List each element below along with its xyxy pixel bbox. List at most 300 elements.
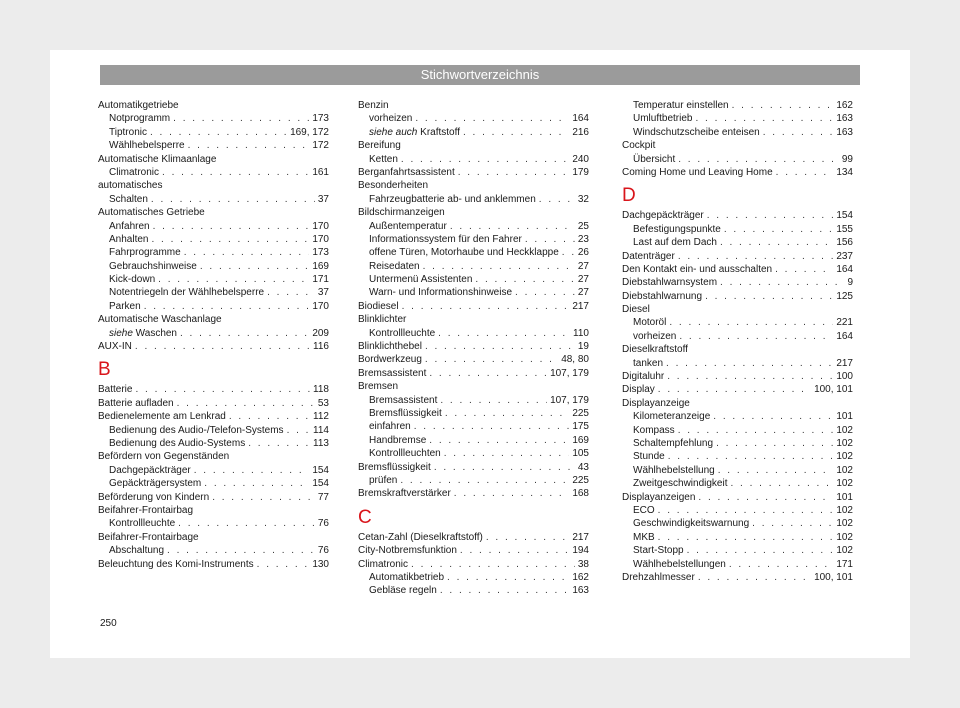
entry-term: [369, 327, 435, 340]
index-entry: [358, 434, 589, 447]
entry-term: [358, 487, 451, 500]
entry-text: Bremsen: [358, 381, 399, 393]
index-entry: [98, 558, 329, 571]
leader-dots: [425, 340, 575, 353]
entry-page-ref: 170: [312, 220, 329, 232]
entry-page-ref: 19: [577, 341, 589, 353]
entry-page-ref: 102: [836, 424, 853, 436]
entry-text: Umluftbetrieb: [633, 113, 693, 125]
index-entry: [358, 327, 589, 340]
entry-page-ref: 164: [836, 263, 853, 275]
index-heading: [622, 397, 853, 410]
entry-term: [622, 370, 664, 383]
index-entry: [98, 260, 329, 273]
entry-term: [98, 99, 179, 112]
leader-dots: [695, 112, 833, 125]
entry-term: [633, 316, 666, 329]
entry-page-ref: 169: [312, 260, 329, 272]
leader-dots: [678, 250, 834, 263]
index-heading: [98, 313, 329, 326]
index-entry: [98, 477, 329, 490]
index-heading: [358, 99, 589, 112]
entry-text: Ketten: [369, 153, 398, 165]
leader-dots: [658, 504, 834, 517]
index-entry: [98, 517, 329, 530]
entry-text: AUX-IN: [98, 341, 132, 353]
section-letter: C: [358, 506, 372, 528]
entry-term: [633, 424, 675, 437]
entry-page-ref: 9: [847, 277, 853, 289]
entry-page-ref: 76: [317, 545, 329, 557]
index-entry: [622, 112, 853, 125]
entry-text: Bremsflüssigkeit: [369, 407, 442, 419]
entry-page-ref: 99: [841, 153, 853, 165]
entry-text: Cetan-Zahl (Dieselkraftstoff): [358, 531, 483, 543]
entry-term: [109, 139, 185, 152]
leader-dots: [229, 410, 310, 423]
entry-text: Schaltempfehlung: [633, 437, 714, 449]
index-entry: [358, 273, 589, 286]
leader-dots: [678, 153, 839, 166]
entry-text: Notentriegeln der Wählhebelsperre: [109, 287, 265, 299]
leader-dots: [729, 558, 833, 571]
entry-page-ref: 217: [836, 357, 853, 369]
entry-text: City-Notbremsfunktion: [358, 545, 457, 557]
entry-text: Reisedaten: [369, 260, 420, 272]
entry-term: [109, 517, 175, 530]
leader-dots: [248, 437, 310, 450]
leader-dots: [440, 394, 547, 407]
entry-page-ref: 240: [572, 153, 589, 165]
index-entry: [622, 450, 853, 463]
entry-term: [622, 263, 772, 276]
entry-text: Bremsassistent: [358, 367, 427, 379]
leader-dots: [438, 327, 570, 340]
leader-dots: [440, 584, 569, 597]
entry-term: [109, 286, 264, 299]
entry-page-ref: 102: [836, 545, 853, 557]
index-entry: [98, 273, 329, 286]
entry-text: Warn- und Informationshinweise: [369, 287, 513, 299]
entry-term: [98, 179, 162, 192]
index-entry: [358, 584, 589, 597]
entry-page-ref: 102: [836, 504, 853, 516]
entry-term: [98, 340, 132, 353]
entry-page-ref: 173: [312, 247, 329, 259]
entry-text: Gepäckträgersystem: [109, 478, 202, 490]
index-entry: [358, 126, 589, 139]
index-entry: [622, 209, 853, 222]
leader-dots: [444, 447, 570, 460]
index-heading: [358, 313, 589, 326]
entry-page-ref: 102: [836, 531, 853, 543]
entry-term: [98, 206, 205, 219]
index-entry: [622, 531, 853, 544]
entry-text: Wählhebelstellungen: [633, 558, 726, 570]
entry-text: Automatikgetriebe: [98, 100, 179, 111]
index-entry: [622, 330, 853, 343]
entry-text: Coming Home und Leaving Home: [622, 166, 773, 178]
entry-term: [109, 327, 177, 340]
index-entry: [622, 250, 853, 263]
leader-dots: [450, 220, 575, 233]
entry-text: Beförderung von Kindern: [98, 491, 210, 503]
entry-term: [109, 246, 181, 259]
entry-term: [633, 223, 721, 236]
entry-text: Batterie: [98, 384, 133, 396]
index-entry: [358, 367, 589, 380]
entry-text: prüfen: [369, 474, 398, 486]
entry-page-ref: 100, 101: [814, 571, 853, 583]
index-entry: [622, 357, 853, 370]
leader-dots: [720, 236, 833, 249]
entry-text: Kilometeranzeige: [633, 411, 711, 423]
entry-text: tanken: [633, 357, 664, 369]
entry-term: [369, 447, 441, 460]
leader-dots: [445, 407, 570, 420]
page-number: 250: [100, 618, 117, 629]
index-entry: [622, 464, 853, 477]
entry-text: Digitaluhr: [622, 371, 665, 383]
entry-term: [622, 250, 675, 263]
entry-page-ref: 162: [836, 100, 853, 111]
entry-page-ref: 118: [313, 384, 329, 396]
entry-page-ref: 27: [577, 260, 589, 272]
entry-text: Kompass: [633, 424, 675, 436]
entry-term: [109, 544, 164, 557]
leader-dots: [669, 316, 833, 329]
entry-term: [369, 273, 472, 286]
entry-page-ref: 102: [836, 478, 853, 490]
leader-dots: [411, 558, 575, 571]
entry-term: [98, 313, 222, 326]
index-entry: [622, 290, 853, 303]
entry-text: Biodiesel: [358, 300, 399, 312]
index-entry: [98, 220, 329, 233]
entry-text: Kontrollleuchte: [109, 518, 176, 530]
entry-text: Bildschirmanzeigen: [358, 207, 445, 219]
index-entry: [622, 477, 853, 490]
entry-text: Diebstahlwarnsystem: [622, 277, 718, 289]
entry-page-ref: 100: [836, 371, 853, 383]
index-entry: [98, 491, 329, 504]
index-entry: [622, 223, 853, 236]
leader-dots: [401, 153, 569, 166]
entry-term: [358, 139, 401, 152]
leader-dots: [287, 424, 310, 437]
entry-page-ref: 163: [836, 126, 853, 138]
entry-term: [633, 477, 728, 490]
entry-text: Diebstahlwarnung: [622, 290, 703, 302]
leader-dots: [475, 273, 574, 286]
leader-dots: [402, 300, 570, 313]
entry-text: Bremskraftverstärker: [358, 488, 451, 500]
entry-text: Untermenü Assistenten: [369, 274, 473, 286]
entry-text: Windschutzscheibe enteisen: [633, 126, 760, 138]
entry-page-ref: 225: [572, 474, 589, 486]
entry-term: [358, 544, 457, 557]
leader-dots: [713, 410, 833, 423]
entry-term: [98, 558, 254, 571]
entry-term: [369, 233, 522, 246]
entry-term: [109, 193, 148, 206]
entry-text: Anhalten: [109, 233, 149, 245]
leader-dots: [666, 357, 833, 370]
entry-page-ref: 170: [312, 233, 329, 245]
entry-term: [98, 410, 226, 423]
entry-page-ref: 32: [577, 193, 589, 205]
entry-term: [622, 209, 704, 222]
entry-text: Datenträger: [622, 250, 675, 262]
entry-term: [109, 126, 147, 139]
entry-page-ref: 155: [836, 223, 853, 235]
entry-term: [622, 276, 717, 289]
leader-dots: [658, 531, 834, 544]
index-entry: [622, 504, 853, 517]
entry-text: Gebrauchshinweise: [109, 260, 197, 272]
entry-term: [633, 544, 684, 557]
leader-dots: [144, 300, 310, 313]
entry-term: [622, 139, 655, 152]
see-reference: siehe: [109, 327, 133, 339]
leader-dots: [178, 517, 315, 530]
entry-page-ref: 154: [312, 464, 329, 476]
entry-page-ref: 116: [313, 341, 329, 353]
entry-term: [358, 558, 408, 571]
entry-page-ref: 130: [312, 558, 329, 570]
leader-dots: [429, 434, 569, 447]
entry-term: [358, 313, 406, 326]
entry-page-ref: 162: [572, 571, 589, 583]
entry-text: Dachgepäckträger: [109, 464, 191, 476]
entry-page-ref: 102: [836, 464, 853, 476]
entry-text: Gebläse regeln: [369, 585, 437, 597]
entry-text: Benzin: [358, 100, 389, 111]
entry-text: Climatronic: [358, 558, 409, 570]
entry-text: Zweitgeschwindigkeit: [633, 478, 728, 490]
index-entry: [358, 447, 589, 460]
leader-dots: [194, 464, 310, 477]
index-entry: [358, 420, 589, 433]
index-entry: [358, 571, 589, 584]
entry-page-ref: 154: [836, 210, 853, 222]
entry-text: Kraftstoff: [417, 126, 460, 138]
entry-text: Waschen: [132, 327, 177, 339]
entry-text: offene Türen, Motorhaube und Heckklappe: [369, 247, 559, 259]
leader-dots: [151, 193, 315, 206]
leader-dots: [667, 370, 833, 383]
index-heading: [358, 179, 589, 192]
entry-term: [369, 112, 412, 125]
entry-text: Fahrprogramme: [109, 247, 181, 259]
leader-dots: [267, 286, 315, 299]
entry-page-ref: 23: [577, 233, 589, 245]
entry-page-ref: 221: [836, 317, 853, 329]
entry-text: Notprogramm: [109, 113, 171, 125]
index-heading: [622, 303, 853, 316]
entry-term: [109, 273, 155, 286]
entry-page-ref: 225: [572, 407, 589, 419]
entry-term: [622, 397, 690, 410]
leader-dots: [184, 246, 310, 259]
index-entry: [622, 437, 853, 450]
leader-dots: [212, 491, 315, 504]
index-entry: [98, 300, 329, 313]
index-entry: [622, 424, 853, 437]
entry-text: Befestigungspunkte: [633, 223, 721, 235]
entry-page-ref: 161: [312, 166, 329, 178]
index-entry: [622, 491, 853, 504]
entry-page-ref: 114: [313, 424, 329, 436]
leader-dots: [204, 477, 309, 490]
entry-text: Bereifung: [358, 140, 401, 152]
entry-text: Beifahrer-Frontairbag: [98, 504, 194, 516]
entry-text: Climatronic: [109, 166, 160, 178]
index-entry: [358, 487, 589, 500]
index-entry: [98, 233, 329, 246]
entry-page-ref: 168: [572, 488, 589, 500]
leader-dots: [135, 340, 310, 353]
leader-dots: [539, 193, 575, 206]
entry-text: vorheizen: [369, 113, 413, 125]
entry-page-ref: 216: [572, 126, 589, 138]
entry-term: [369, 260, 420, 273]
entry-term: [633, 99, 729, 112]
entry-text: Bedienelemente am Lenkrad: [98, 411, 226, 423]
leader-dots: [153, 220, 310, 233]
entry-term: [369, 220, 447, 233]
entry-term: [358, 461, 431, 474]
index-entry: [622, 126, 853, 139]
entry-term: [622, 491, 695, 504]
entry-term: [633, 504, 655, 517]
entry-text: Diesel: [622, 304, 650, 316]
entry-term: [369, 126, 460, 139]
entry-text: Berganfahrtsassistent: [358, 166, 455, 178]
entry-term: [633, 112, 692, 125]
entry-text: Außentemperatur: [369, 220, 447, 232]
entry-page-ref: 77: [317, 491, 329, 503]
leader-dots: [414, 420, 570, 433]
entry-term: [369, 153, 398, 166]
leader-dots: [135, 383, 310, 396]
entry-term: [109, 220, 150, 233]
entry-text: Besonderheiten: [358, 180, 429, 192]
entry-term: [633, 437, 713, 450]
entry-term: [622, 166, 773, 179]
entry-text: Schalten: [109, 193, 148, 205]
index-entry: [358, 544, 589, 557]
index-entry: [358, 461, 589, 474]
index-entry: [358, 286, 589, 299]
entry-text: Kick-down: [109, 274, 156, 286]
entry-page-ref: 113: [313, 437, 329, 449]
entry-page-ref: 173: [312, 113, 329, 125]
entry-page-ref: 48, 80: [561, 354, 589, 366]
entry-term: [633, 357, 663, 370]
leader-dots: [447, 571, 569, 584]
entry-term: [358, 179, 428, 192]
leader-dots: [425, 353, 558, 366]
index-entry: [358, 407, 589, 420]
entry-text: Bordwerkzeug: [358, 354, 422, 366]
leader-dots: [257, 558, 310, 571]
entry-text: Handbremse: [369, 434, 427, 446]
leader-dots: [177, 397, 315, 410]
entry-text: Displayanzeigen: [622, 491, 696, 503]
leader-dots: [718, 464, 834, 477]
entry-term: [633, 330, 676, 343]
index-entry: [98, 383, 329, 396]
index-entry: [358, 531, 589, 544]
leader-dots: [423, 260, 575, 273]
index-heading: [622, 343, 853, 356]
entry-text: Den Kontakt ein- und ausschalten: [622, 263, 773, 275]
entry-term: [109, 477, 201, 490]
entry-page-ref: 169: [572, 434, 589, 446]
entry-term: [369, 571, 444, 584]
index-entry: [98, 327, 329, 340]
entry-text: Anfahren: [109, 220, 150, 232]
entry-text: Automatikbetrieb: [369, 571, 445, 583]
entry-page-ref: 175: [572, 421, 589, 433]
entry-text: vorheizen: [633, 330, 677, 342]
index-entry: [622, 316, 853, 329]
entry-term: [109, 464, 191, 477]
leader-dots: [698, 571, 811, 584]
entry-term: [633, 464, 715, 477]
leader-dots: [707, 209, 834, 222]
entry-page-ref: 76: [317, 518, 329, 530]
entry-term: [633, 153, 675, 166]
index-entry: [98, 139, 329, 152]
entry-page-ref: 194: [572, 545, 589, 557]
entry-page-ref: 107, 179: [550, 367, 589, 379]
entry-term: [633, 517, 749, 530]
leader-dots: [763, 126, 834, 139]
entry-text: Befördern von Gegenständen: [98, 451, 230, 463]
entry-text: Bedienung des Audio-/Telefon-Systems: [109, 424, 284, 436]
entry-text: Beifahrer-Frontairbage: [98, 531, 199, 543]
entry-page-ref: 38: [577, 558, 589, 570]
entry-page-ref: 53: [317, 397, 329, 409]
entry-term: [633, 236, 717, 249]
entry-term: [633, 558, 726, 571]
entry-term: [358, 300, 399, 313]
entry-page-ref: 110: [573, 327, 589, 339]
leader-dots: [562, 246, 575, 259]
index-entry: [622, 276, 853, 289]
entry-term: [109, 233, 148, 246]
entry-page-ref: 179: [572, 166, 589, 178]
entry-term: [369, 584, 437, 597]
leader-dots: [429, 367, 547, 380]
leader-dots: [173, 112, 309, 125]
index-entry: [358, 112, 589, 125]
entry-term: [369, 407, 442, 420]
entry-page-ref: 163: [572, 585, 589, 597]
index-entry: [98, 437, 329, 450]
entry-page-ref: 169, 172: [290, 126, 329, 138]
entry-page-ref: 170: [312, 300, 329, 312]
index-entry: [622, 517, 853, 530]
index-entry: [622, 99, 853, 112]
leader-dots: [434, 461, 575, 474]
entry-term: [633, 410, 710, 423]
entry-text: Last auf dem Dach: [633, 237, 717, 249]
entry-text: Blinklichthebel: [358, 341, 422, 353]
index-entry: [98, 112, 329, 125]
